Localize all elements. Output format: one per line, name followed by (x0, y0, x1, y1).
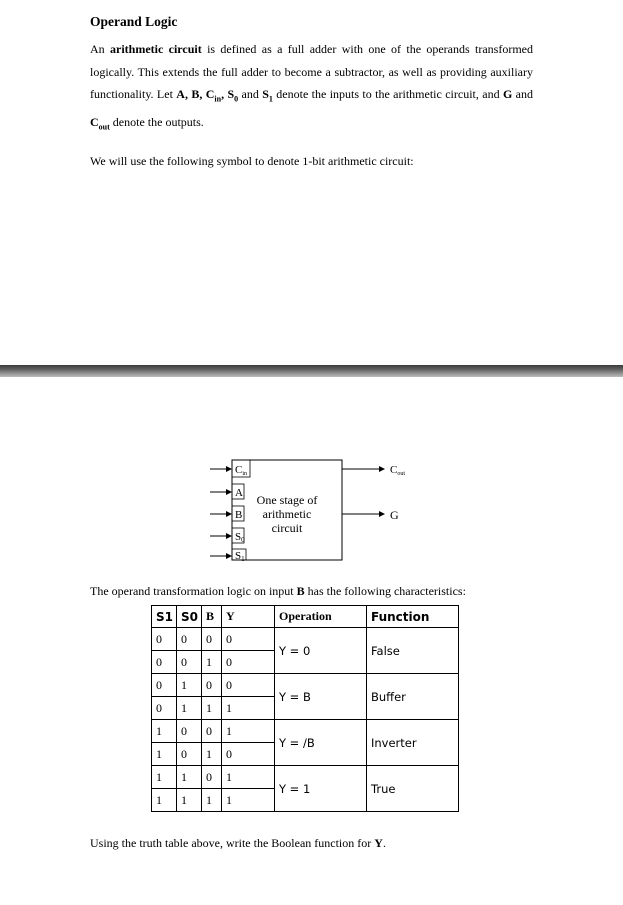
cell-s0: 0 (177, 743, 202, 766)
cell-function: False (367, 628, 459, 674)
cell-s0: 1 (177, 766, 202, 789)
cell-s1: 0 (152, 651, 177, 674)
cell-b: 1 (202, 697, 222, 720)
a-label: A (235, 487, 243, 499)
cell-s1: 0 (152, 628, 177, 651)
box-text-line3: circuit (271, 521, 303, 535)
cell-y: 1 (222, 766, 275, 789)
cin-label: Cin (235, 464, 248, 477)
cell-s1: 1 (152, 720, 177, 743)
arithmetic-circuit-diagram (0, 440, 623, 580)
cell-s0: 0 (177, 628, 202, 651)
cell-s1: 0 (152, 674, 177, 697)
cell-function: Inverter (367, 720, 459, 766)
header-y: Y (222, 606, 275, 628)
closing-question: Using the truth table above, write the Boolean function for Y. (90, 836, 386, 850)
section-heading: Operand Logic (90, 14, 178, 29)
cell-s1: 1 (152, 789, 177, 812)
cell-s1: 1 (152, 766, 177, 789)
symbol-intro-text: We will use the following symbol to denote 1-bit arithmetic circuit: (90, 154, 414, 168)
cell-y: 1 (222, 697, 275, 720)
header-s0: S0 (177, 606, 202, 628)
cell-operation: Y = B (275, 674, 367, 720)
box-text-line2: arithmetic (262, 507, 312, 521)
cell-s1: 1 (152, 743, 177, 766)
cell-operation: Y = 1 (275, 766, 367, 812)
cell-y: 0 (222, 651, 275, 674)
cell-function: Buffer (367, 674, 459, 720)
header-b: B (202, 606, 222, 628)
cell-y: 0 (222, 674, 275, 697)
cell-s0: 1 (177, 789, 202, 812)
cell-b: 0 (202, 766, 222, 789)
cell-s0: 0 (177, 720, 202, 743)
s0-label: S0 (235, 531, 245, 544)
cell-y: 0 (222, 628, 275, 651)
cell-s0: 1 (177, 674, 202, 697)
cell-b: 1 (202, 651, 222, 674)
cell-operation: Y = /B (275, 720, 367, 766)
cell-b: 0 (202, 674, 222, 697)
cell-s0: 0 (177, 651, 202, 674)
cell-b: 0 (202, 720, 222, 743)
table-row (152, 674, 459, 697)
header-operation: Operation (275, 606, 367, 628)
cell-s1: 0 (152, 697, 177, 720)
table-header-row (152, 606, 459, 628)
page-divider-bar (0, 365, 623, 377)
g-label: G (390, 508, 399, 522)
intro-paragraph: An arithmetic circuit is defined as a full adder with one of the operands transformed logically. This extends the full adder to become a subtractor, as well as providing auxiliary functionality. Let A, B, $C_{in}$, $S_0$ and $S_1$ denote the inputs to the arithmetic circuit, and G and $C_{out}$ denote the outputs. (90, 42, 534, 132)
table-intro-text: The operand transformation logic on input B has the following characteristics: (90, 584, 466, 598)
cout-label: Cout (390, 464, 406, 477)
table-row (152, 628, 459, 651)
cell-y: 1 (222, 720, 275, 743)
header-s1: S1 (152, 606, 177, 628)
cell-s0: 1 (177, 697, 202, 720)
box-text-line1: One stage of (256, 493, 318, 507)
cell-b: 1 (202, 789, 222, 812)
table-row (152, 720, 459, 743)
table-row (152, 766, 459, 789)
cell-b: 1 (202, 743, 222, 766)
header-function: Function (367, 606, 459, 628)
cell-y: 1 (222, 789, 275, 812)
cell-y: 0 (222, 743, 275, 766)
s1-label: S1 (235, 550, 245, 563)
cell-function: True (367, 766, 459, 812)
b-label: B (235, 509, 243, 521)
truth-table (151, 605, 459, 812)
term-arithmetic-circuit: arithmetic circuit (110, 42, 202, 56)
cell-b: 0 (202, 628, 222, 651)
cell-operation: Y = 0 (275, 628, 367, 674)
